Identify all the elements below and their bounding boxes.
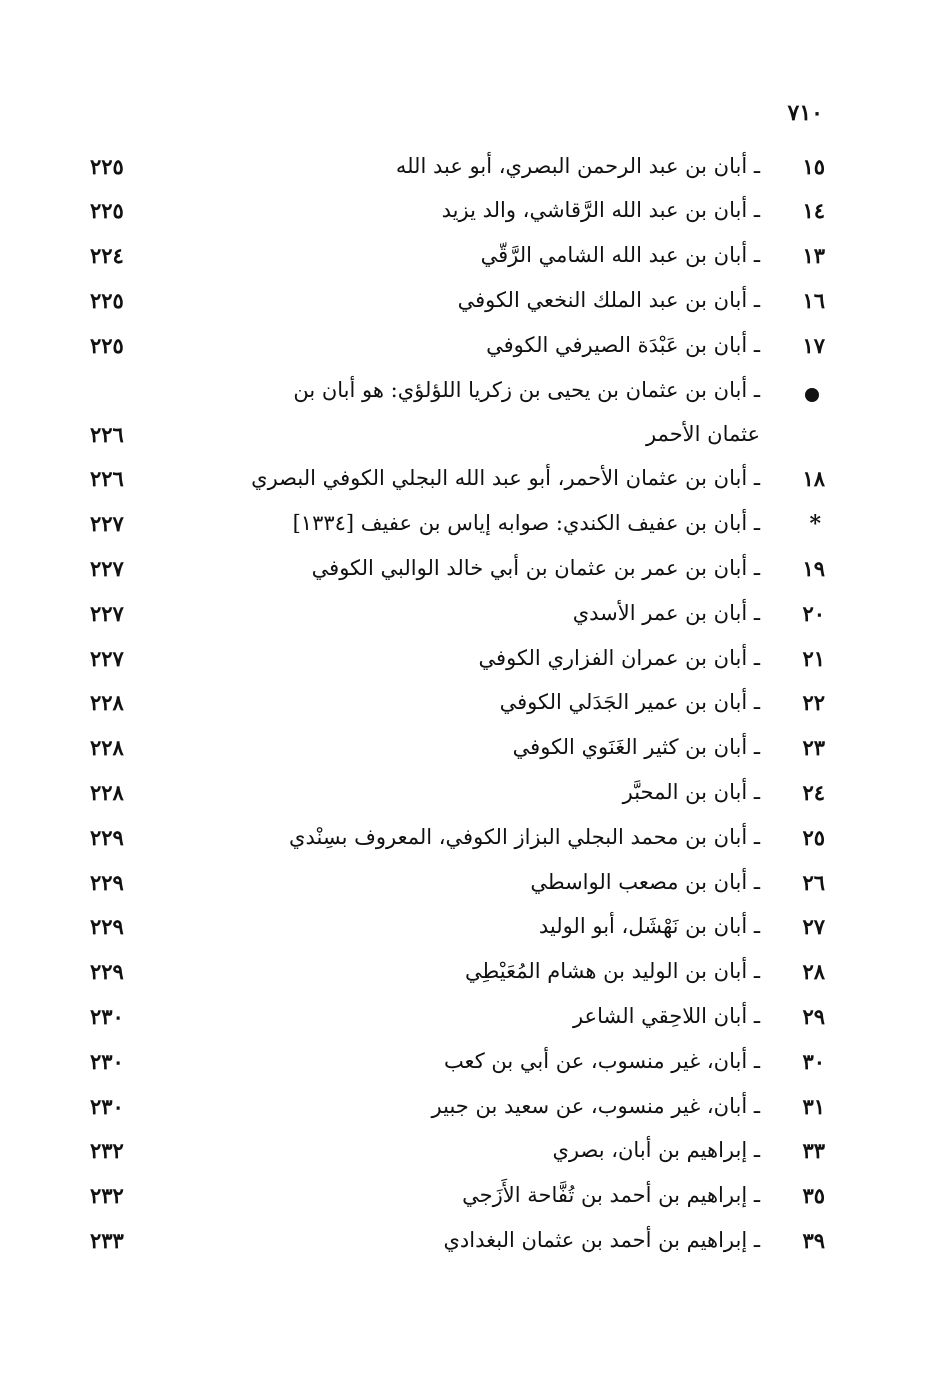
entry-number: ٣٠: [802, 1049, 825, 1074]
entry-page: ٢٢٩: [90, 914, 124, 939]
index-entry: [90, 776, 825, 820]
index-entry: [90, 462, 825, 506]
entry-title: ـ أبان بن عمران الفزاري الكوفي: [478, 646, 760, 670]
entry-number: ٣٥: [802, 1183, 825, 1208]
entry-title: ـ أبان بن عفيف الكندي: صوابه إياس بن عفيف [١٣٣٤]: [292, 511, 760, 535]
entry-title: ـ إبراهيم بن أحمد بن تُفَّاحة الأَزَجي: [462, 1183, 760, 1207]
entry-page: ٢٢٨: [90, 735, 124, 760]
entry-page: ٢٣٠: [90, 1049, 124, 1074]
entry-page: ٢٢٩: [90, 870, 124, 895]
entry-page: ٢٢٥: [90, 288, 124, 313]
entry-title: ـ أبان بن مصعب الواسطي: [530, 870, 760, 894]
entry-number: ٢٩: [802, 1004, 825, 1029]
entry-title: ـ أبان بن عبد الرحمن البصري، أبو عبد الله: [395, 154, 760, 178]
entry-number: ٢٠: [802, 601, 825, 626]
index-entry: [90, 507, 825, 551]
entry-page: ٢٢٩: [90, 825, 124, 850]
index-entry: [90, 1045, 825, 1089]
index-entry-continuation: [90, 418, 825, 462]
index-entry: [90, 955, 825, 999]
entry-title: ـ أبان بن عثمان بن يحيى بن زكريا اللؤلؤي: هو أبان بن: [293, 378, 760, 402]
index-entry: [90, 731, 825, 775]
entry-number: ٣٩: [802, 1228, 825, 1253]
entry-page: ٢٢٨: [90, 690, 124, 715]
entry-title: ـ إبراهيم بن أبان، بصري: [552, 1138, 760, 1162]
entry-number: ٢٤: [802, 780, 825, 805]
entry-number: ١٧: [802, 333, 825, 358]
index-entry: [90, 1224, 825, 1268]
entry-page: ٢٢٤: [90, 243, 124, 268]
entry-title: ـ أبان بن عبد الملك النخعي الكوفي: [457, 288, 760, 312]
index-entry: [90, 821, 825, 865]
entry-title: ـ أبان بن الوليد بن هشام المُعَيْطِي: [465, 959, 760, 983]
index-entry: [90, 1090, 825, 1134]
entry-page: ٢٣٣: [90, 1228, 124, 1253]
index-entry: [90, 194, 825, 238]
entry-page: ٢٢٨: [90, 780, 124, 805]
entry-title: ـ أبان بن عبد الله الشامي الرَّقّي: [480, 243, 760, 267]
entry-title: ـ إبراهيم بن أحمد بن عثمان البغدادي: [443, 1228, 760, 1252]
entry-page: ٢٣٢: [90, 1183, 124, 1208]
entry-number: ٢٢: [802, 690, 825, 715]
entry-page: ٢٢٥: [90, 154, 124, 179]
index-entry: [90, 686, 825, 730]
entry-number: ١٥: [802, 154, 825, 179]
entry-number: ٢٧: [802, 914, 825, 939]
entry-number: ١٣: [802, 243, 825, 268]
entry-page: ٢٣٢: [90, 1138, 124, 1163]
index-entry: [90, 329, 825, 373]
entry-number: ٢٨: [802, 959, 825, 984]
entry-number: ١٤: [802, 198, 825, 223]
entry-title: ـ أبان، غير منسوب، عن سعيد بن جبير: [431, 1094, 760, 1118]
entry-page: ٢٢٧: [90, 601, 124, 626]
entry-title: ـ أبان بن نَهْشَل، أبو الوليد: [538, 914, 760, 938]
entry-page: ٢٢٧: [90, 646, 124, 671]
entry-page: ٢٢٧: [90, 511, 124, 536]
entry-number: ٣١: [802, 1094, 825, 1119]
index-entry: [90, 239, 825, 283]
entry-title: ـ أبان بن عمير الجَدَلي الكوفي: [499, 690, 760, 714]
index-entry: [90, 910, 825, 954]
entry-title: ـ أبان بن عَبْدَة الصيرفي الكوفي: [486, 333, 760, 357]
index-entry: [90, 284, 825, 328]
entry-number: ٢٦: [802, 870, 825, 895]
entry-number: ٢٣: [802, 735, 825, 760]
index-entry: [90, 597, 825, 641]
index-entry: [90, 642, 825, 686]
entry-title: ـ أبان بن عبد الله الرَّقاشي، والد يزيد: [441, 198, 760, 222]
page-number: ٧١٠: [787, 100, 823, 126]
index-entry: [90, 866, 825, 910]
entry-title: ـ أبان اللاحِقي الشاعر: [572, 1004, 760, 1028]
index-entry: [90, 374, 825, 418]
entry-title: ـ أبان بن المحبَّر: [622, 780, 760, 804]
index-entry: [90, 150, 825, 194]
entry-title: ـ أبان بن عمر الأسدي: [572, 601, 760, 625]
entry-page: ٢٢٥: [90, 198, 124, 223]
entry-number: ١٦: [802, 288, 825, 313]
entry-title: ـ أبان بن محمد البجلي البزاز الكوفي، المعروف بسِنْدي: [289, 825, 760, 849]
entry-title: ـ أبان بن عمر بن عثمان بن أبي خالد الوالبي الكوفي: [311, 556, 760, 580]
entry-title: ـ أبان بن كثير الغَنَوي الكوفي: [512, 735, 760, 759]
entry-page: ٢٣٠: [90, 1094, 124, 1119]
entry-page: ٢٢٦: [90, 422, 124, 447]
entry-page: ٢٢٥: [90, 333, 124, 358]
entry-number: ٢٥: [802, 825, 825, 850]
entry-page: ٢٢٧: [90, 556, 124, 581]
entry-number: ١٨: [802, 466, 825, 491]
index-entry: [90, 1179, 825, 1223]
asterisk-icon: *: [809, 511, 821, 537]
entry-title: ـ أبان بن عثمان الأحمر، أبو عبد الله البجلي الكوفي البصري: [251, 466, 760, 490]
entry-page: ٢٣٠: [90, 1004, 124, 1029]
entry-page: ٢٢٩: [90, 959, 124, 984]
entry-title: عثمان الأحمر: [645, 422, 760, 446]
entry-page: ٢٢٦: [90, 466, 124, 491]
bullet-icon: [805, 388, 819, 402]
entry-title: ـ أبان، غير منسوب، عن أبي بن كعب: [443, 1049, 760, 1073]
index-entry: [90, 1000, 825, 1044]
index-entry: [90, 552, 825, 596]
entry-number: ١٩: [802, 556, 825, 581]
entry-number: ٢١: [802, 646, 825, 671]
entry-number: ٣٣: [802, 1138, 825, 1163]
index-entry: [90, 1134, 825, 1178]
